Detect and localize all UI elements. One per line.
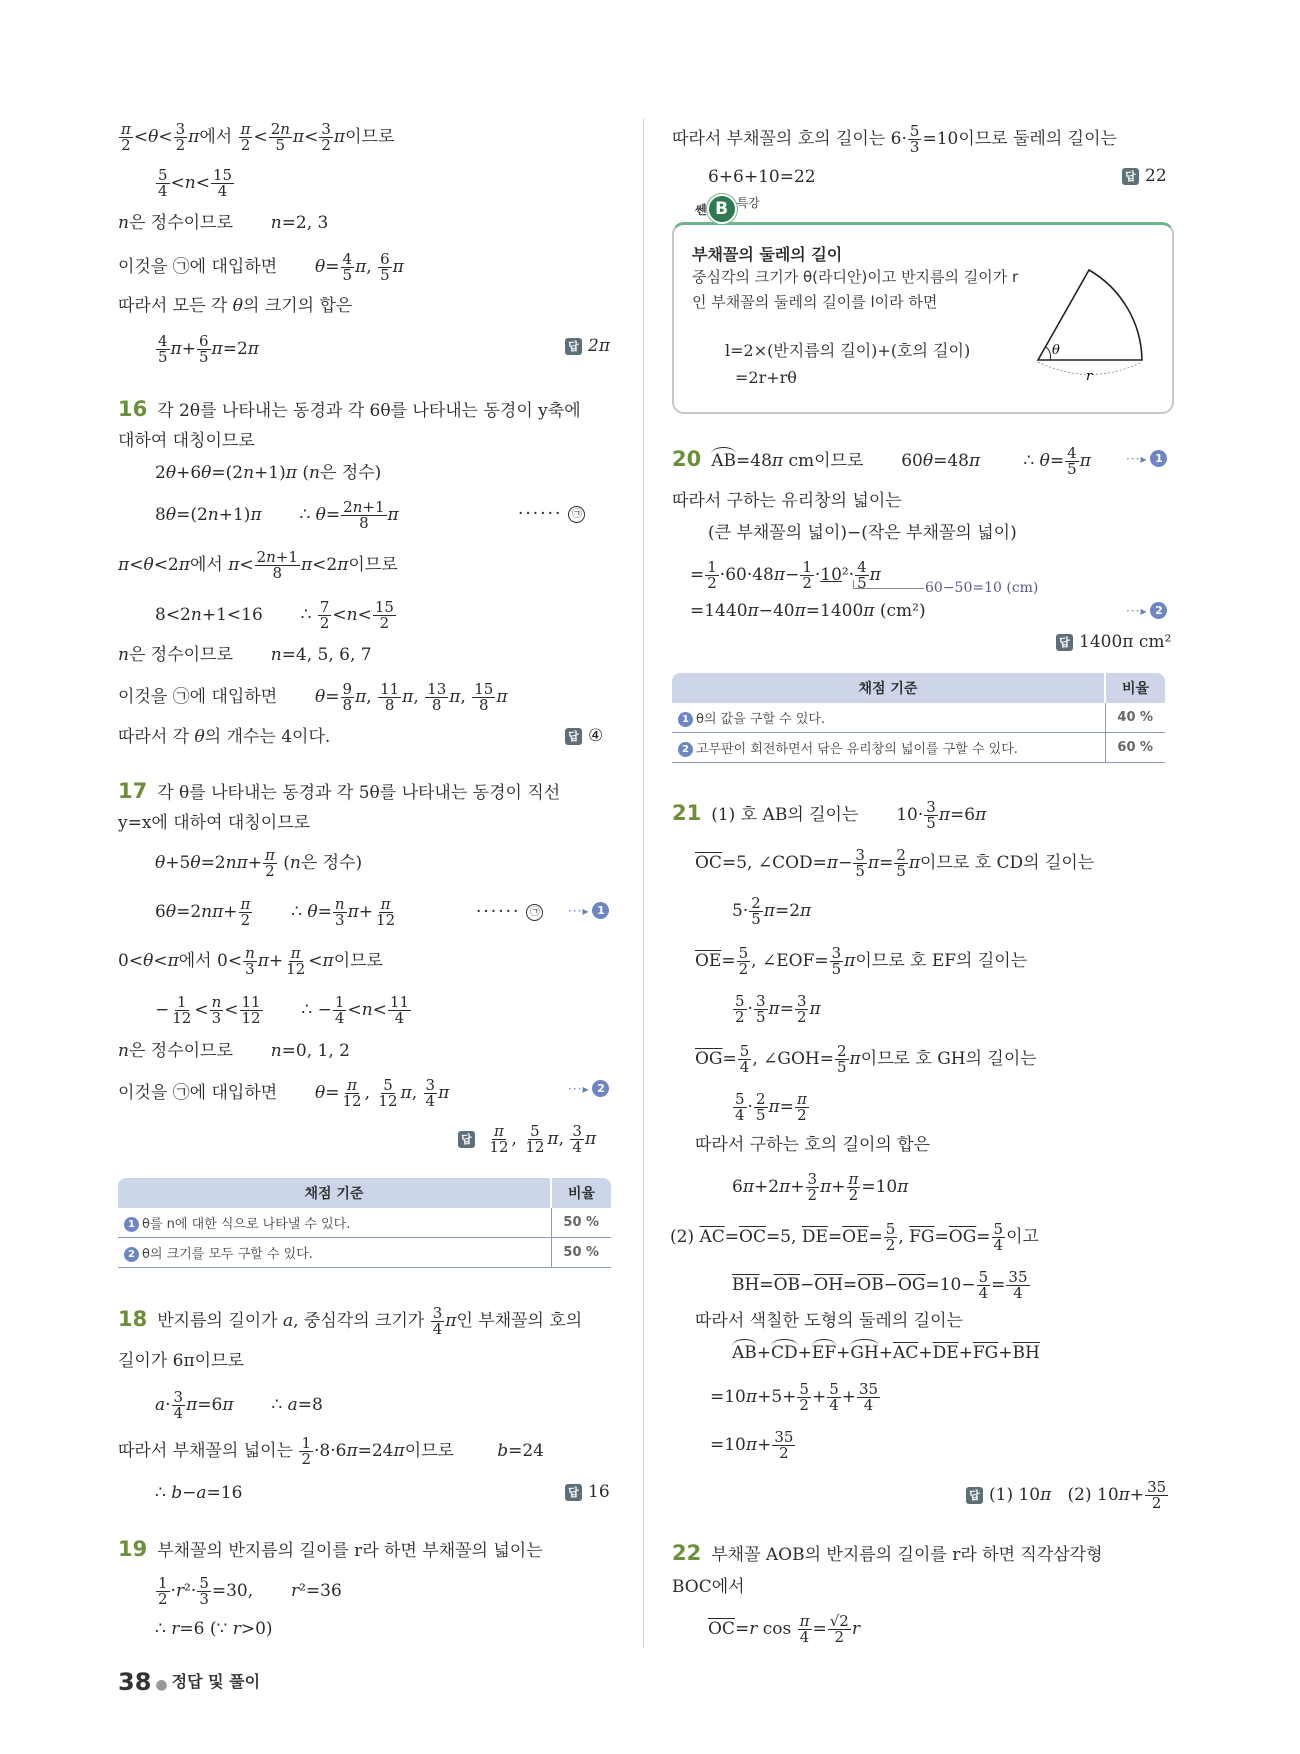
q21-line-14: =10π+5+ $\frac{5}{2}$ + $\frac{5}{4}$ + $\frac{35}{4}$ [710,1380,879,1414]
q21-line-13: $AB+CD+EF+GH+\overline{AC}+\overline{DE}+\overline{FG}+\overline{BH}$ [732,1343,1040,1363]
q21-line-7: $\frac{5}{4}$ · $\frac{2}{5}$ π= $\frac{\pi}{2}$ [735,1090,807,1124]
ssen-b-logo: 쎈 B $^{특강}$ [695,194,760,224]
mark-giyeok-icon: ㉠ [568,506,585,523]
question-number: 16 [118,397,148,421]
q19-answer: 답 22 [1122,166,1167,186]
q17-intro-2: y=x에 대하여 대칭이므로 [118,813,311,833]
q17-line-4: − $\frac{1}{12}$ < $\frac{n}{3}$ < $\frac{11}{12}$ ∴ − $\frac{1}{4}$ <n< $\frac{11}{4}$ [155,993,409,1027]
step-arrow-icon: ···▸ [568,904,590,918]
grading-row: 2 고무판이 회전하면서 닦은 유리창의 넓이를 구할 수 있다. 60 % [672,733,1165,763]
step-arrow-icon: ···▸ [1126,452,1148,466]
q17-grading-table [118,1178,611,1268]
q17-line-2: 6θ=2nπ+ $\frac{\pi}{2}$ ∴ θ= $\frac{n}{3}$ π+ $\frac{\pi}{12}$ [155,895,396,929]
step-marker-2: ···▸ 2 [568,1078,609,1098]
grading-row: 1 θ를 n에 대한 식으로 나타낼 수 있다. 50 % [118,1208,611,1238]
svg-text:r: r [1086,369,1093,384]
step-1-icon: 1 [678,712,693,727]
step-marker-1: ···▸ 1 [568,900,609,920]
q20-line-4: = $\frac{1}{2}$ ·60·48π− $\frac{1}{2}$ ·10²· $\frac{4}{5}$ π [690,558,881,592]
q19-line-2: ∴ r=6 (∵ r>0) [155,1619,273,1639]
q16-answer: 답 ④ [565,726,603,746]
answer-badge-icon: 답 [1122,168,1139,185]
q21-line-11: $\overline{BH}=\overline{OB}-\overline{OH}=\overline{OB}-\overline{OG}=10-$ $\frac{5}{4}$ = $\frac{35}{4}$ [732,1268,1028,1302]
q17-line-6: 이것을 ㉠에 대입하면 θ= $\frac{\pi}{12}$ , $\frac{5}{12}$ π, $\frac{3}{4}$ π [118,1076,450,1110]
sector-figure [1030,262,1160,387]
bullet-icon: ● [155,1677,168,1693]
q20-annotation: 60−50=10 (cm) [925,580,1039,596]
q18-line-1: a· $\frac{3}{4}$ π=6π ∴ a=8 [155,1388,323,1422]
q18-line-2: 따라서 부채꼴의 넓이는 $\frac{1}{2}$ ·8·6π=24π이므로 b=24 [118,1434,544,1468]
grading-header-ratio: 비율 [551,1178,611,1208]
q19-cont-line-1: 따라서 부채꼴의 호의 길이는 6· $\frac{5}{3}$ =10이므로 둘레의 길이는 [672,122,1117,156]
q16-mark: ······ ㉠ [518,503,585,525]
q22-intro-2: BOC에서 [672,1577,745,1597]
step-arrow-icon: ···▸ [568,1082,590,1096]
q17-intro: 17 각 θ를 나타내는 동경과 각 5θ를 나타내는 동경이 직선 [118,779,561,803]
tip-formula-2: =2r+rθ [735,368,797,387]
q18-intro: 18 반지름의 길이가 a, 중심각의 크기가 $\frac{3}{4}$ π인 부채꼴의 호의 [118,1304,583,1338]
q16-line-6: 이것을 ㉠에 대입하면 θ= $\frac{9}{8}$ π, $\frac{11}{8}$ π, $\frac{13}{8}$ π, $\frac{15}{8}$ π [118,680,508,714]
tip-formula-1: l=2×(반지름의 길이)+(호의 길이) [725,341,971,360]
q17-line-1: θ+5θ=2nπ+ $\frac{\pi}{2}$ (n은 정수) [155,846,363,880]
q17-mark: ······ ㉠ [476,901,543,923]
q16-intro-2: 대하여 대칭이므로 [118,431,255,451]
q21-line-8: 따라서 구하는 호의 길이의 합은 [695,1135,931,1155]
q18-answer: 답 16 [565,1482,610,1502]
q16-line-1: 2θ+6θ=(2n+1)π (n은 정수) [155,463,382,483]
q17-line-3: 0<θ<π에서 0< $\frac{n}{3}$ π+ $\frac{\pi}{12}$ <π이므로 [118,944,383,978]
q21-line-12: 따라서 색칠한 도형의 둘레의 길이는 [695,1311,963,1331]
q18-line-3: ∴ b−a=16 [155,1483,243,1503]
q22-line-1: $\overline{OC}=r$ cos $\frac{\pi}{4}$ = $\frac{√2}{2}$ r [708,1612,860,1646]
answer-badge-icon: 답 [565,1484,582,1501]
q15-line-6: $\frac{4}{5}$ π+ $\frac{6}{5}$ π=2π [158,332,259,366]
grading-header-criteria: 채점 기준 [672,673,1105,703]
grading-row: 1 θ의 값을 구할 수 있다. 40 % [672,703,1165,733]
question-number: 22 [672,1541,702,1565]
question-number: 19 [118,1537,148,1561]
q21-answer: 답 (1) 10π (2) 10π+ $\frac{35}{2}$ [966,1480,1169,1511]
q20-line-3: (큰 부채꼴의 넓이)−(작은 부채꼴의 넓이) [708,523,1017,543]
q21-line-3: 5· $\frac{2}{5}$ π=2π [732,894,812,928]
mark-giyeok-icon: ㉠ [526,904,543,921]
answer-badge-icon: 답 [1056,634,1073,651]
question-number: 21 [672,801,702,825]
step-2-icon: 2 [678,742,693,757]
svg-text:θ: θ [1052,343,1060,358]
q21-line-1: 21 (1) 호 AB의 길이는 10· $\frac{3}{5}$ π=6π [672,798,987,832]
q17-line-5: n은 정수이므로 n=0, 1, 2 [118,1041,350,1061]
q15-line-5: 따라서 모든 각 θ의 크기의 합은 [118,296,353,316]
page-footer [118,1668,260,1696]
answer-badge-icon: 답 [565,338,582,355]
q19-cont-line-2: 6+6+10=22 [708,167,816,187]
q20-line-2: 따라서 구하는 유리창의 넓이는 [672,491,902,511]
step-2-icon: 2 [124,1247,139,1262]
step-marker-1: ···▸ 1 [1126,448,1167,468]
q20-line-1: 20 AB=48π cm이므로 60θ=48π ∴ θ= $\frac{4}{5}$ π [672,444,1091,478]
q16-line-7: 따라서 각 θ의 개수는 4이다. [118,727,331,747]
q19-intro: 19 부채꼴의 반지름의 길이를 r라 하면 부채꼴의 넓이는 [118,1537,543,1561]
question-number: 18 [118,1307,148,1331]
q15-line-2: $\frac{5}{4}$ <n< $\frac{15}{4}$ [158,166,233,200]
answer-badge-icon: 답 [458,1131,475,1148]
q21-line-2: $\overline{OC}=5$, ∠COD=π− $\frac{3}{5}$ π= $\frac{2}{5}$ π이므로 호 CD의 길이는 [695,846,1095,880]
q18-intro-2: 길이가 6π이므로 [118,1351,244,1371]
section-label: 정답 및 풀이 [171,1672,261,1691]
q21-line-15: =10π+ $\frac{35}{2}$ [710,1428,794,1462]
q21-line-6: $\overline{OG}=$ $\frac{5}{4}$ , ∠GOH= $\frac{2}{5}$ π이므로 호 GH의 길이는 [695,1042,1037,1076]
column-divider [643,118,644,1648]
question-number: 17 [118,779,148,803]
tip-title: 부채꼴의 둘레의 길이 [692,245,843,264]
grading-row: 2 θ의 크기를 모두 구할 수 있다. 50 % [118,1238,611,1268]
q15-line-1: $\frac{\pi}{2}$ <θ< $\frac{3}{2}$ π에서 $\frac{\pi}{2}$ < $\frac{2n}{5}$ π< $\frac{3}{2}$ π이므로 [121,120,395,154]
step-marker-2: ···▸ 2 [1126,600,1167,620]
q15-line-3: n은 정수이므로 n=2, 3 [118,213,329,233]
q17-answer: 답 $\frac{\pi}{12}$ , $\frac{5}{12}$ π, $\frac{3}{4}$ π [458,1124,596,1155]
step-1-icon: 1 [124,1217,139,1232]
b-badge-icon: B [707,194,737,224]
q21-line-5: $\frac{5}{2}$ · $\frac{3}{5}$ π= $\frac{3}{2}$ π [735,992,821,1026]
q20-answer: 답 1400π cm² [1056,632,1171,652]
q20-line-5: =1440π−40π=1400π (cm²) [690,601,926,621]
q16-line-2: 8θ=(2n+1)π ∴ θ= $\frac{2n+1}{8}$ π [155,498,399,532]
q21-line-4: $\overline{OE}=$ $\frac{5}{2}$ , ∠EOF= $\frac{3}{5}$ π이므로 호 EF의 길이는 [695,944,1028,978]
q21-line-10: (2) $\overline{AC}=\overline{OC}=5$, $\overline{DE}=\overline{OE}=$ $\frac{5}{2}$ , $\overline{FG}=\overline{OG}=$ $\frac{5}{4}$ 이고 [670,1220,1039,1254]
q15-line-4: 이것을 ㉠에 대입하면 θ= $\frac{4}{5}$ π, $\frac{6}{5}$ π [118,250,404,284]
page-number: 38 [118,1668,152,1696]
answer-badge-icon: 답 [966,1487,983,1504]
question-number: 20 [672,447,702,471]
grading-header-criteria: 채점 기준 [118,1178,551,1208]
q16-intro: 16 각 2θ를 나타내는 동경과 각 6θ를 나타내는 동경이 y축에 [118,397,581,421]
answer-badge-icon: 답 [565,728,582,745]
q19-line-1: $\frac{1}{2}$ ·r²· $\frac{5}{3}$ =30, r²=36 [158,1574,342,1608]
q16-line-5: n은 정수이므로 n=4, 5, 6, 7 [118,645,372,665]
grading-header-ratio: 비율 [1105,673,1165,703]
q20-grading-table [672,673,1165,763]
q16-line-4: 8<2n+1<16 ∴ $\frac{7}{2}$ <n< $\frac{15}{2}$ [155,598,394,632]
annotation-connector [853,580,924,589]
q21-line-9: 6π+2π+ $\frac{3}{2}$ π+ $\frac{\pi}{2}$ =10π [732,1170,909,1204]
q16-line-3: π<θ<2π에서 π< $\frac{2n+1}{8}$ π<2π이므로 [118,548,398,582]
tip-body: 중심각의 크기가 θ(라디안)이고 반지름의 길이가 r인 부채꼴의 둘레의 길이를 l이라 하면 [692,268,1019,311]
q15-answer: 답 2π [565,336,610,356]
step-arrow-icon: ···▸ [1126,604,1148,618]
q22-intro: 22 부채꼴 AOB의 반지름의 길이를 r라 하면 직각삼각형 [672,1541,1103,1565]
